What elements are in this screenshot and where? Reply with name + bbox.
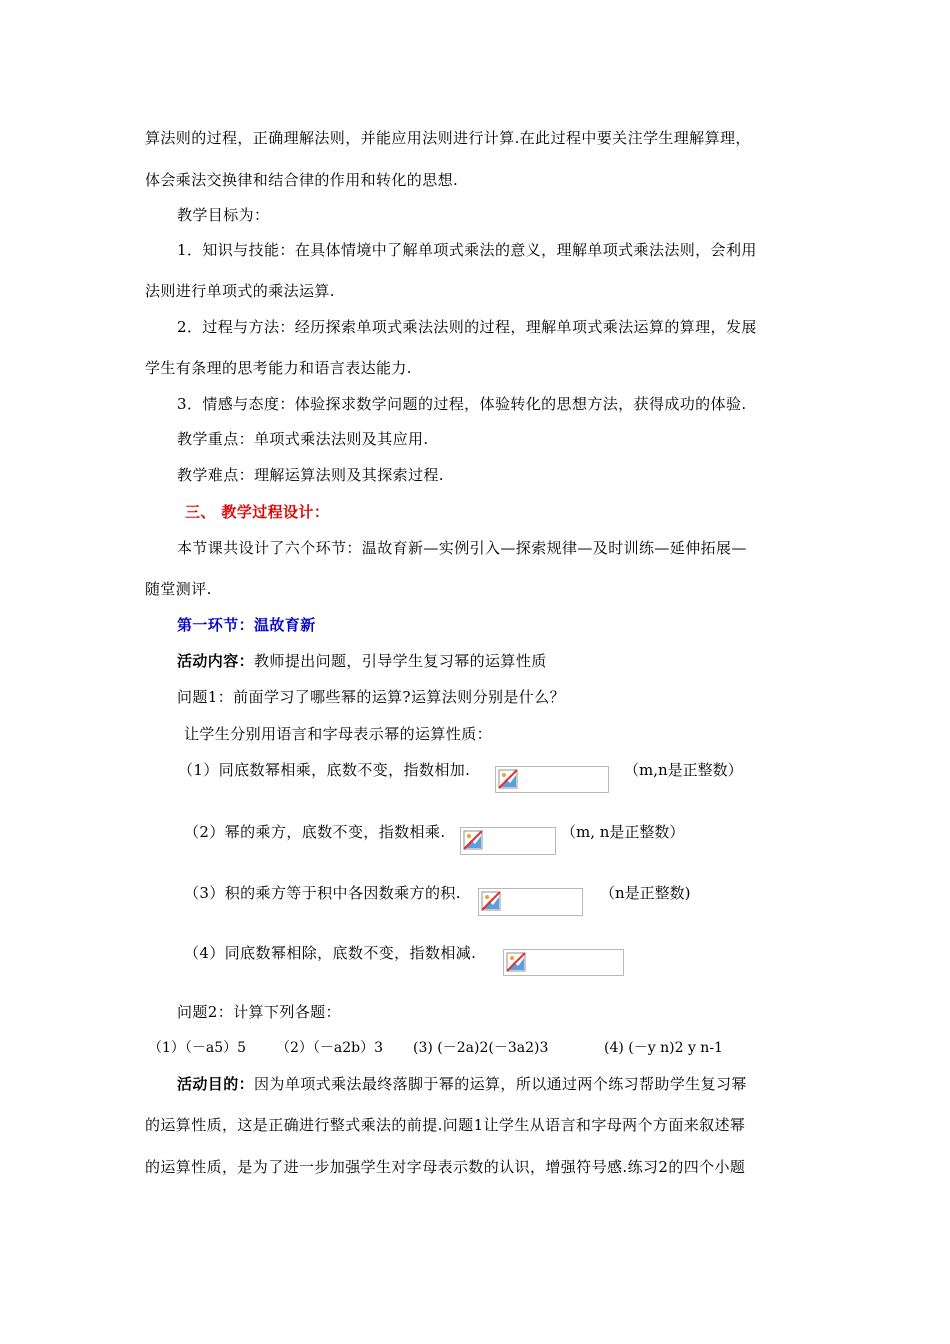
rule-line: （4）同底数幂相除，底数不变，指数相减.: [184, 944, 477, 962]
paragraph-line: 学生有条理的思考能力和语言表达能力.: [145, 359, 412, 377]
question-line: 问题2：计算下列各题：: [177, 1003, 341, 1021]
rule-note: （n是正整数): [600, 884, 691, 902]
exercise-item: (4) (－y n)2 y n-1: [604, 1040, 723, 1056]
broken-image-icon: [463, 830, 483, 850]
broken-image-icon: [498, 769, 518, 789]
paragraph-line: 教学重点：单项式乘法法则及其应用.: [177, 430, 429, 448]
purpose-line: [177, 1074, 747, 1094]
formula-image-placeholder: [460, 827, 556, 855]
formula-image-placeholder: [478, 888, 583, 916]
paragraph-line: 随堂测评.: [145, 580, 212, 598]
paragraph-line: 本节课共设计了六个环节：温故育新—实例引入—探索规律—及时训练—延伸拓展—: [177, 539, 747, 557]
broken-image-icon: [481, 891, 501, 911]
rule-line: （2）幂的乘方，底数不变，指数相乘.: [184, 823, 446, 841]
paragraph-line: 3．情感与态度：体验探求数学问题的过程，体验转化的思想方法，获得成功的体验.: [177, 395, 747, 413]
broken-image-icon: [506, 952, 526, 972]
question-sub-line: 让学生分别用语言和字母表示幂的运算性质：: [184, 725, 493, 743]
paragraph-line: 体会乘法交换律和结合律的作用和转化的思想.: [145, 171, 459, 189]
paragraph-line: 2．过程与方法：经历探索单项式乘法法则的过程，理解单项式乘法运算的算理，发展: [177, 318, 757, 336]
purpose-text: 因为单项式乘法最终落脚于幂的运算，所以通过两个练习帮助学生复习幂: [254, 1075, 747, 1093]
formula-image-placeholder: [503, 949, 624, 976]
rule-line: （3）积的乘方等于积中各因数乘方的积.: [184, 884, 461, 902]
formula-image-placeholder: [495, 766, 609, 793]
rule-line: （1）同底数幂相乘，底数不变，指数相加.: [178, 761, 471, 779]
paragraph-line: 法则进行单项式的乘法运算.: [145, 282, 335, 300]
paragraph-line: 的运算性质，是为了进一步加强学生对字母表示数的认识，增强符号感.练习2的四个小题: [145, 1158, 746, 1176]
exercise-item: (3) (－2a)2(－3a2)3: [413, 1040, 549, 1056]
paragraph-line: 的运算性质，这是正确进行整式乘法的前提.问题1让学生从语言和字母两个方面来叙述幂: [145, 1116, 746, 1134]
paragraph-line: 算法则的过程，正确理解法则，并能应用法则进行计算.在此过程中要关注学生理解算理，: [145, 129, 751, 147]
paragraph-line: 1．知识与技能：在具体情境中了解单项式乘法的意义，理解单项式乘法法则，会利用: [177, 241, 757, 259]
paragraph-line: 教学目标为：: [177, 206, 270, 224]
rule-note: （m,n是正整数）: [624, 761, 743, 779]
paragraph-line: 教学难点：理解运算法则及其探索过程.: [177, 466, 444, 484]
exercise-item: （1）（－a5）5: [148, 1040, 247, 1056]
question-line: 问题1：前面学习了哪些幂的运算?运算法则分别是什么？: [177, 688, 565, 706]
section-heading: 三、 教学过程设计：: [185, 503, 330, 521]
rule-note: （m, n是正整数）: [561, 823, 685, 841]
exercise-item: （2）（－a2b）3: [276, 1040, 384, 1056]
activity-text: 教师提出问题，引导学生复习幂的运算性质: [254, 652, 547, 670]
stage-heading: 第一环节：温故育新: [177, 616, 316, 634]
activity-line: [177, 651, 547, 671]
activity-label: 活动内容：: [177, 652, 255, 670]
purpose-label: 活动目的：: [177, 1075, 255, 1093]
